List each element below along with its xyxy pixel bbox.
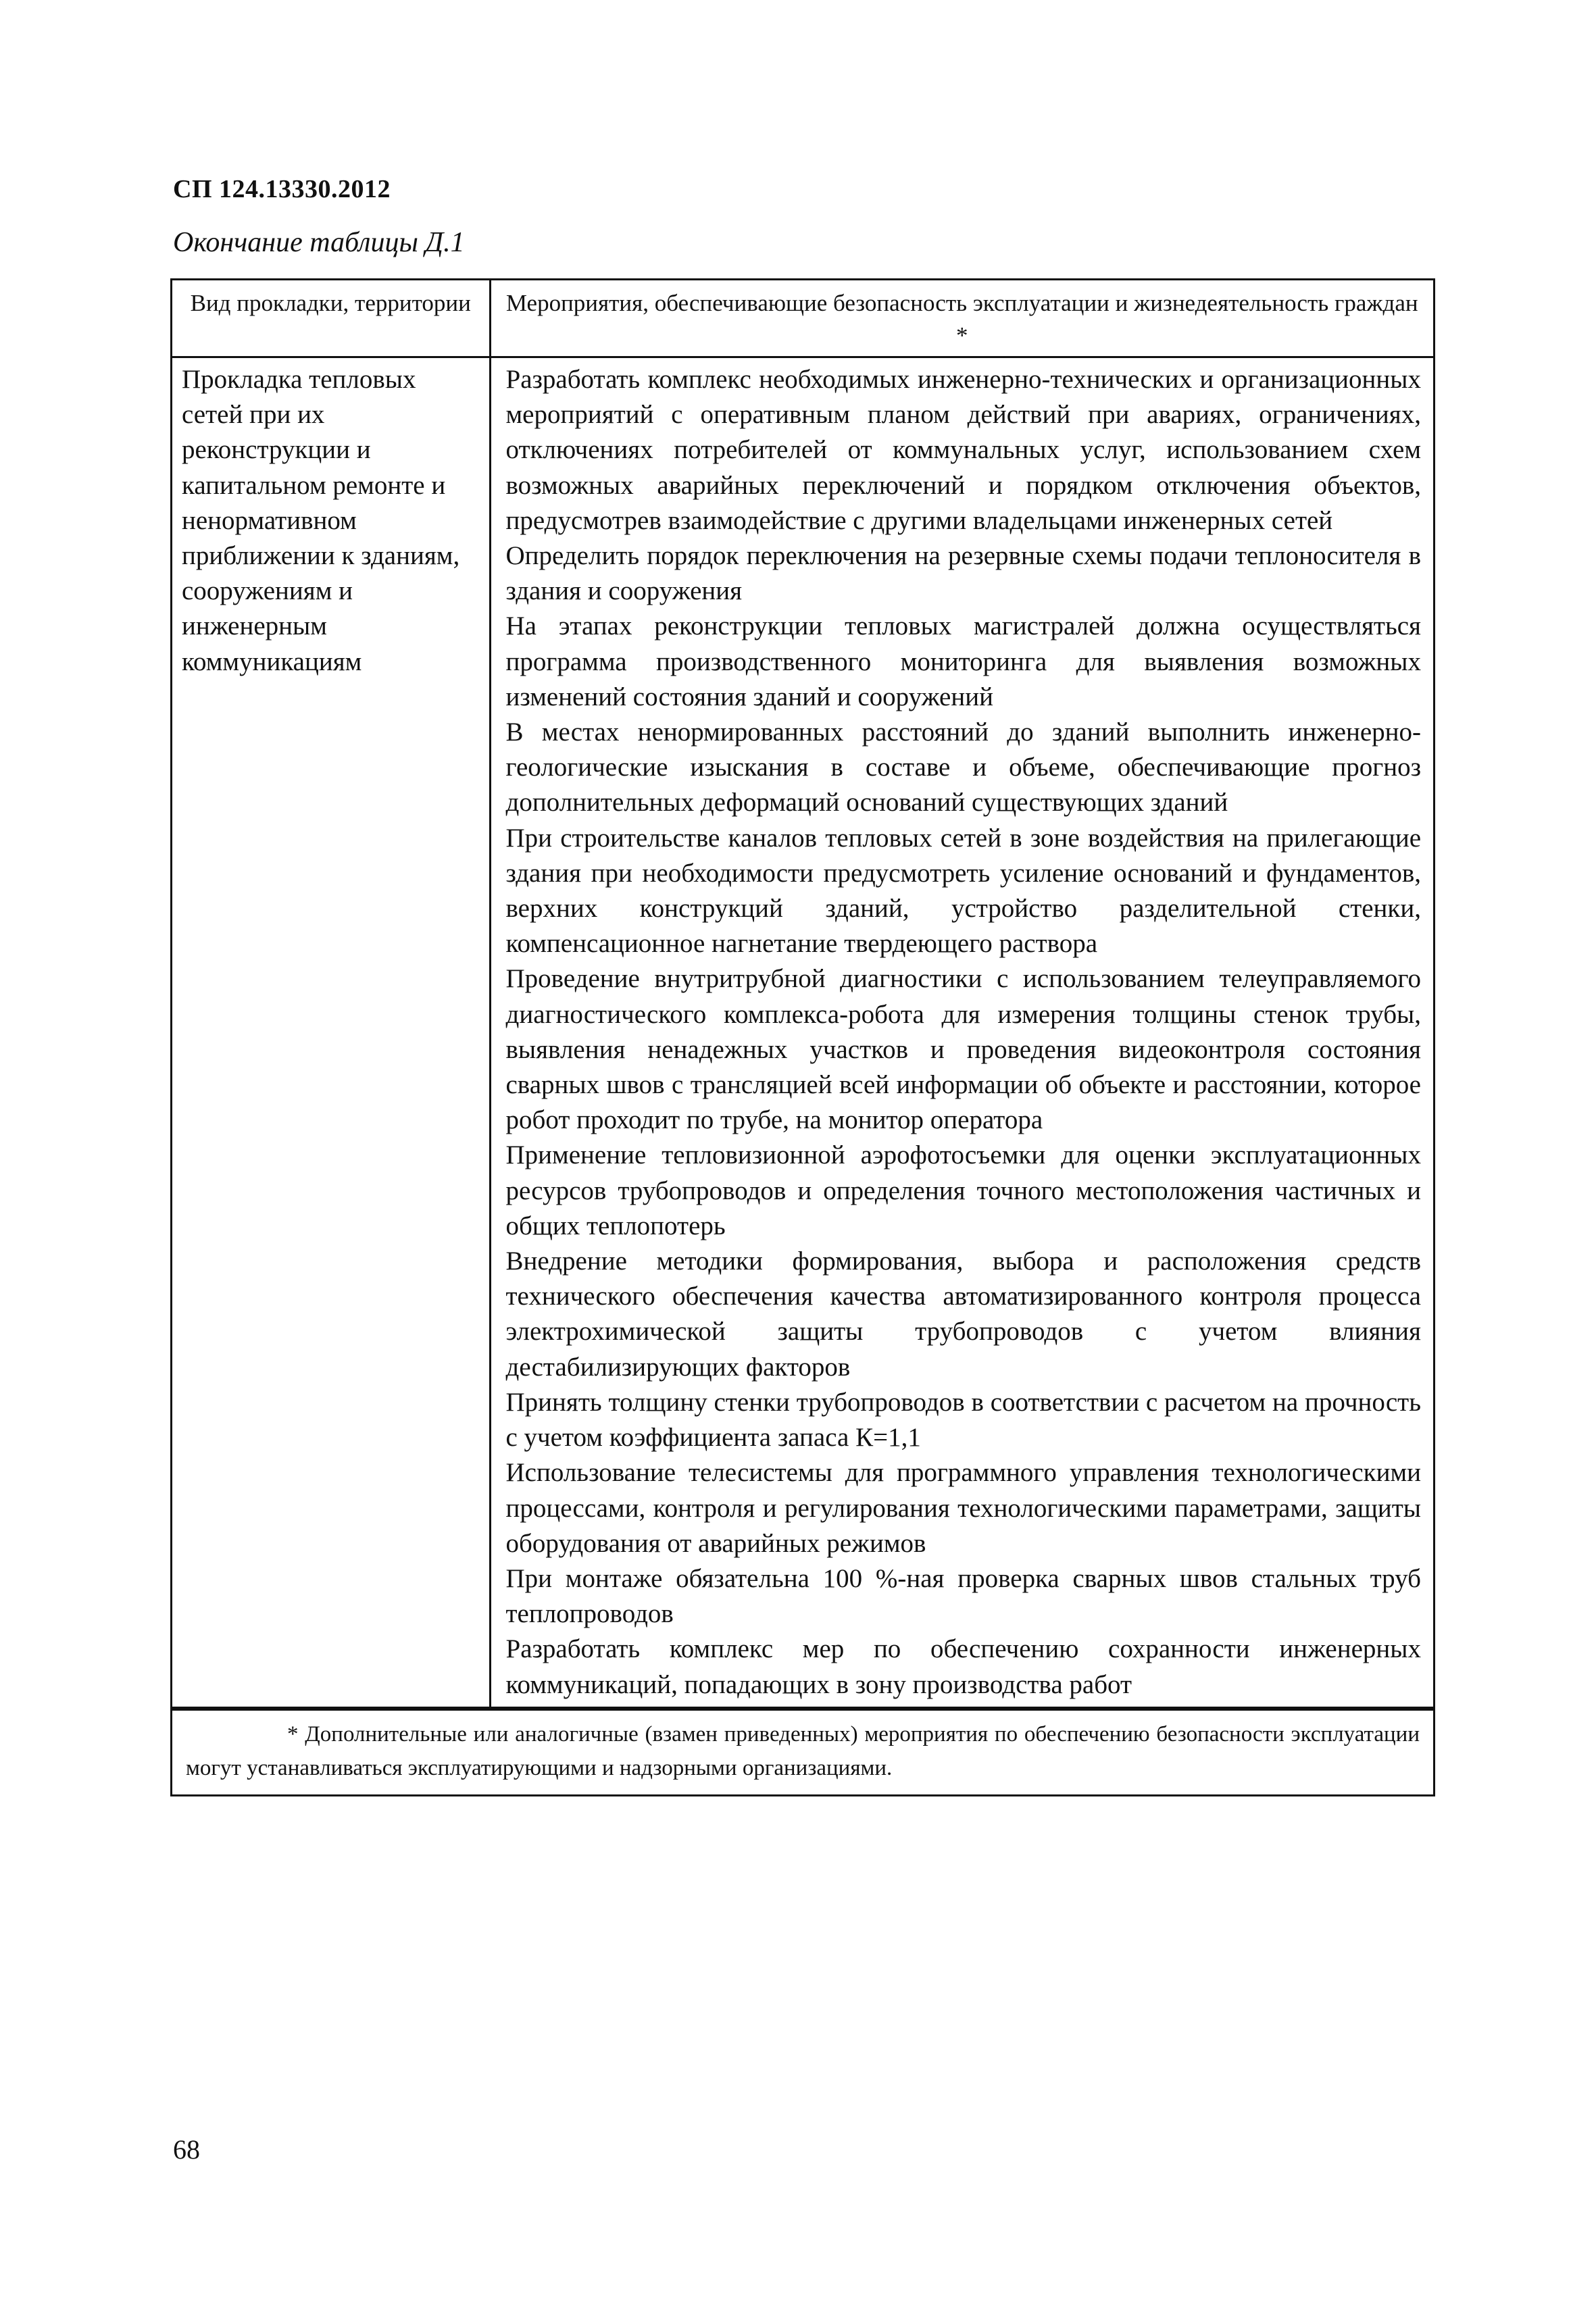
measure-item: Использование телесистемы для программного управления технологическими процессами, контроля и регулирования технологическими параметрами, защиты оборудования от аварийных режимов — [505, 1458, 1421, 1558]
measure-item: На этапах реконструкции тепловых магистралей должна осуществляться программа производственного мониторинга для выявления возможных изменений состояния зданий и сооружений — [505, 611, 1421, 711]
measure-item: Определить порядок переключения на резервные схемы подачи теплоносителя в здания и сооружения — [505, 541, 1421, 606]
table-row — [172, 357, 1433, 1708]
measures-table-grid — [172, 280, 1433, 1709]
measure-item: Внедрение методики формирования, выбора и расположения средств технического обеспечения качества автоматизированного контроля процесса электрохимической защиты трубопроводов с учетом влияния дестабилизирующих факторов — [505, 1247, 1421, 1382]
measure-item: В местах ненормированных расстояний до зданий выполнить инженерно-геологические изыскания в составе и объеме, обеспечивающие прогноз дополнительных деформаций оснований существующих зданий — [505, 718, 1421, 818]
measure-item: Принять толщину стенки трубопроводов в соответствии с расчетом на прочность с учетом коэффициента запаса К=1,1 — [505, 1387, 1421, 1453]
table-footnote: * Дополнительные или аналогичные (взамен приведенных) мероприятия по обеспечению безопасности эксплуатации могут устанавливаться эксплуатирующими и надзорными организациями. — [172, 1709, 1433, 1794]
measure-item: Разработать комплекс необходимых инженерно-технических и организационных мероприятий с оперативным планом действий при авариях, ограничениях, отключениях потребителей от коммунальных услуг, использованием схем возможных аварийных переключений и порядком отключения объектов, предусмотрев взаимодействие с другими владельцами инженерных сетей — [505, 365, 1421, 535]
column-header-territory: Вид прокладки, территории — [172, 280, 490, 357]
measure-item: Применение тепловизионной аэрофотосъемки для оценки эксплуатационных ресурсов трубопроводов и определения точного местоположения частичных и общих теплопотерь — [505, 1140, 1421, 1240]
table-header-row — [172, 280, 1433, 357]
measures-cell — [490, 357, 1433, 1708]
table-continuation-caption: Окончание таблицы Д.1 — [173, 227, 465, 258]
measure-item: Проведение внутритрубной диагностики с использованием телеуправляемого диагностического комплекса-робота для измерения толщины стенок трубы, выявления ненадежных участков и проведения видеоконтроля состояния сварных швов с трансляцией всей информации об объекте и расстоянии, которое робот проходит по трубе, на монитор оператора — [505, 964, 1421, 1135]
measures-table — [170, 278, 1435, 1796]
document-code: СП 124.13330.2012 — [173, 175, 391, 203]
measure-item: Разработать комплекс мер по обеспечению сохранности инженерных коммуникаций, попадающих в зону производства работ — [505, 1634, 1421, 1699]
page-number: 68 — [173, 2134, 200, 2165]
territory-cell: Прокладка тепловых сетей при их реконструкции и капитальном ремонте и ненормативном приближении к зданиям, сооружениям и инженерным коммуникациям — [172, 357, 490, 1708]
measure-item: При строительстве каналов тепловых сетей в зоне воздействия на прилегающие здания при необходимости предусмотреть усиление оснований и фундаментов, верхних конструкций зданий, устройство разделительной стенки, компенсационное нагнетание твердеющего раствора — [505, 823, 1421, 959]
column-header-measures: Мероприятия, обеспечивающие безопасность эксплуатации и жизнедеятельность граждан * — [490, 280, 1433, 357]
measure-item: При монтаже обязательна 100 %-ная проверка сварных швов стальных труб теплопроводов — [505, 1563, 1421, 1629]
